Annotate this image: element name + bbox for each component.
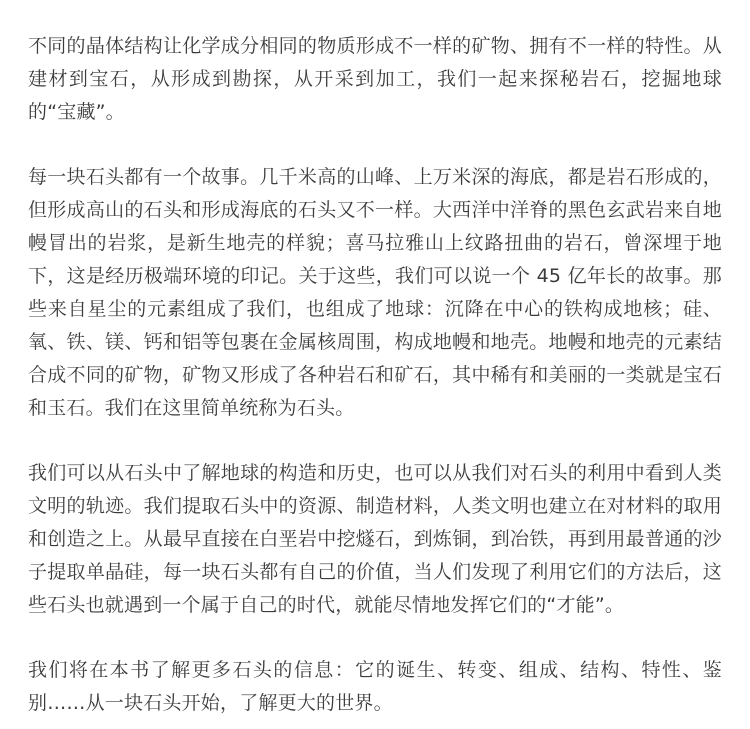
article-body — [28, 30, 722, 720]
paragraph-intro: 不同的晶体结构让化学成分相同的物质形成不一样的矿物、拥有不一样的特性。从建材到宝石，从形成到勘探，从开采到加工，我们一起来探秘岩石，挖掘地球的“宝藏”。 — [28, 35, 722, 123]
paragraph-book-outline: 我们将在本书了解更多石头的信息：它的诞生、转变、组成、结构、特性、鉴别……从一块石头开始，了解更大的世界。 — [28, 659, 722, 714]
paragraph-story: 每一块石头都有一个故事。几千米高的山峰、上万米深的海底，都是岩石形成的，但形成高山的石头和形成海底的石头又不一样。大西洋中洋脊的黑色玄武岩来自地幔冒出的岩浆，是新生地壳的样貌；喜马拉雅山上纹路扭曲的岩石，曾深埋于地下，这是经历极端环境的印记。关于这些，我们可以说一个 45 亿年长的故事。那些来自星尘的元素组成了我们，也组成了地球：沉降在中心的铁构成地核；硅、氧、铁、镁、钙和铝等包裹在金属核周围，构成地幔和地壳。地幔和地壳的元素结合成不同的矿物，矿物又形成了各种岩石和矿石，其中稀有和美丽的一类就是宝石和玉石。我们在这里简单统称为石头。 — [28, 166, 722, 419]
paragraph-civilization: 我们可以从石头中了解地球的构造和历史，也可以从我们对石头的利用中看到人类文明的轨迹。我们提取石头中的资源、制造材料，人类文明也建立在对材料的取用和创造之上。从最早直接在白垩岩中挖燧石，到炼铜，到冶铁，再到用最普通的沙子提取单晶硅，每一块石头都有自己的价值，当人们发现了利用它们的方法后，这些石头也就遇到一个属于自己的时代，就能尽情地发挥它们的“才能”。 — [28, 462, 722, 616]
